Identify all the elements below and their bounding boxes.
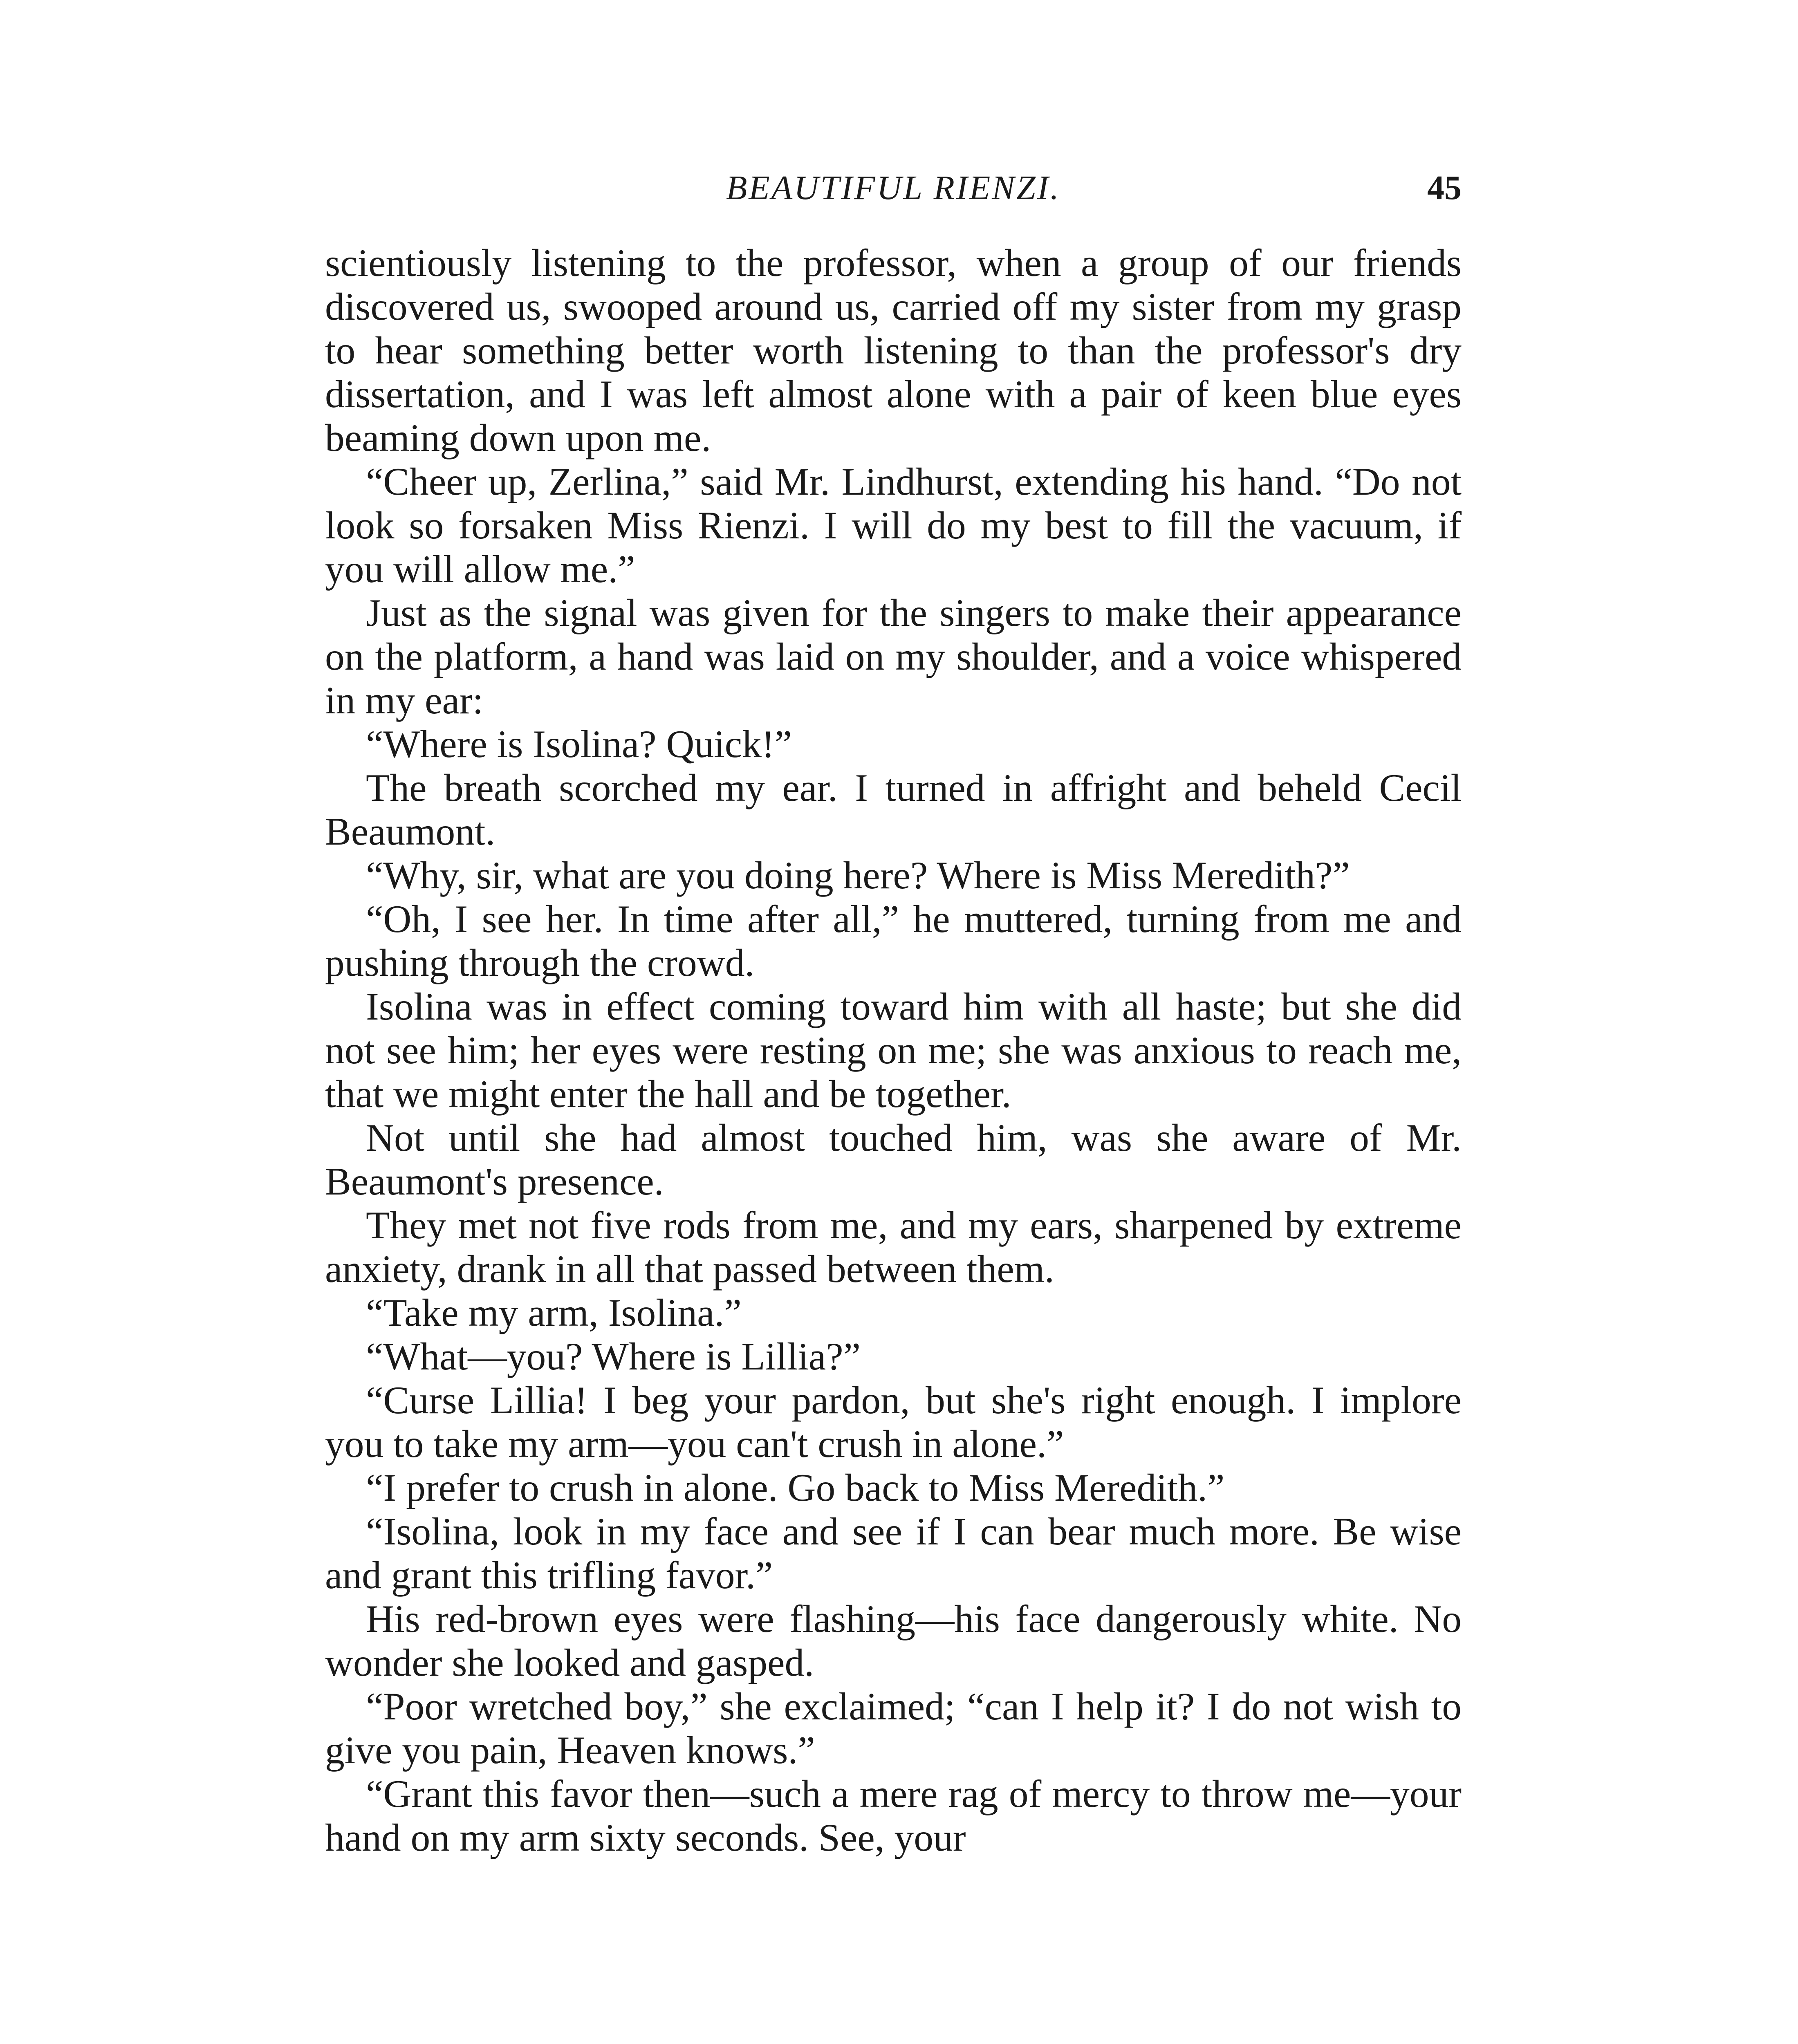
paragraph: “Isolina, look in my face and see if I can bear much more. Be wise and grant this trifling favor.”	[325, 1510, 1462, 1597]
paragraph: They met not five rods from me, and my ears, sharpened by extreme anxiety, drank in all that passed between them.	[325, 1204, 1462, 1291]
paragraph: Just as the signal was given for the singers to make their appearance on the platform, a hand was laid on my shoulder, and a voice whispered in my ear:	[325, 591, 1462, 722]
paragraph: “Oh, I see her. In time after all,” he muttered, turning from me and pushing through the crowd.	[325, 897, 1462, 984]
paragraph: “Grant this favor then—such a mere rag of mercy to throw me—your hand on my arm sixty seconds. See, your	[325, 1772, 1462, 1859]
paragraph: Isolina was in effect coming toward him with all haste; but she did not see him; her eyes were resting on me; she was anxious to reach me, that we might enter the hall and be together.	[325, 985, 1462, 1116]
paragraph: scientiously listening to the professor, when a group of our friends discovered us, swooped around us, carried off my sister from my grasp to hear something better worth listening to than the professor's dry dissertation, and I was left almost alone with a pair of keen blue eyes beaming down upon me.	[325, 241, 1462, 459]
paragraph: “Where is Isolina? Quick!”	[366, 722, 792, 766]
paragraph: “I prefer to crush in alone. Go back to Miss Meredith.”	[366, 1466, 1225, 1509]
paragraph: Not until she had almost touched him, was she aware of Mr. Beaumont's presence.	[325, 1116, 1462, 1203]
paragraph: The breath scorched my ear. I turned in affright and beheld Cecil Beaumont.	[325, 766, 1462, 853]
paragraph: “What—you? Where is Lillia?”	[366, 1335, 861, 1378]
paragraph: “Cheer up, Zerlina,” said Mr. Lindhurst, extending his hand. “Do not look so forsaken Miss Rienzi. I will do my best to fill the vacuum, if you will allow me.”	[325, 460, 1462, 591]
running-head	[325, 164, 1462, 213]
page-number: 45	[1427, 169, 1462, 207]
paragraph: “Curse Lillia! I beg your pardon, but she's right enough. I implore you to take my arm—you can't crush in alone.”	[325, 1378, 1462, 1466]
running-title: BEAUTIFUL RIENZI.	[726, 169, 1060, 207]
body-text	[325, 241, 1462, 1860]
paragraph: “Why, sir, what are you doing here? Where is Miss Meredith?”	[366, 854, 1350, 897]
paragraph: His red-brown eyes were flashing—his face dangerously white. No wonder she looked and gasped.	[325, 1597, 1462, 1684]
paragraph: “Take my arm, Isolina.”	[366, 1291, 742, 1334]
paragraph: “Poor wretched boy,” she exclaimed; “can I help it? I do not wish to give you pain, Heaven knows.”	[325, 1685, 1462, 1772]
